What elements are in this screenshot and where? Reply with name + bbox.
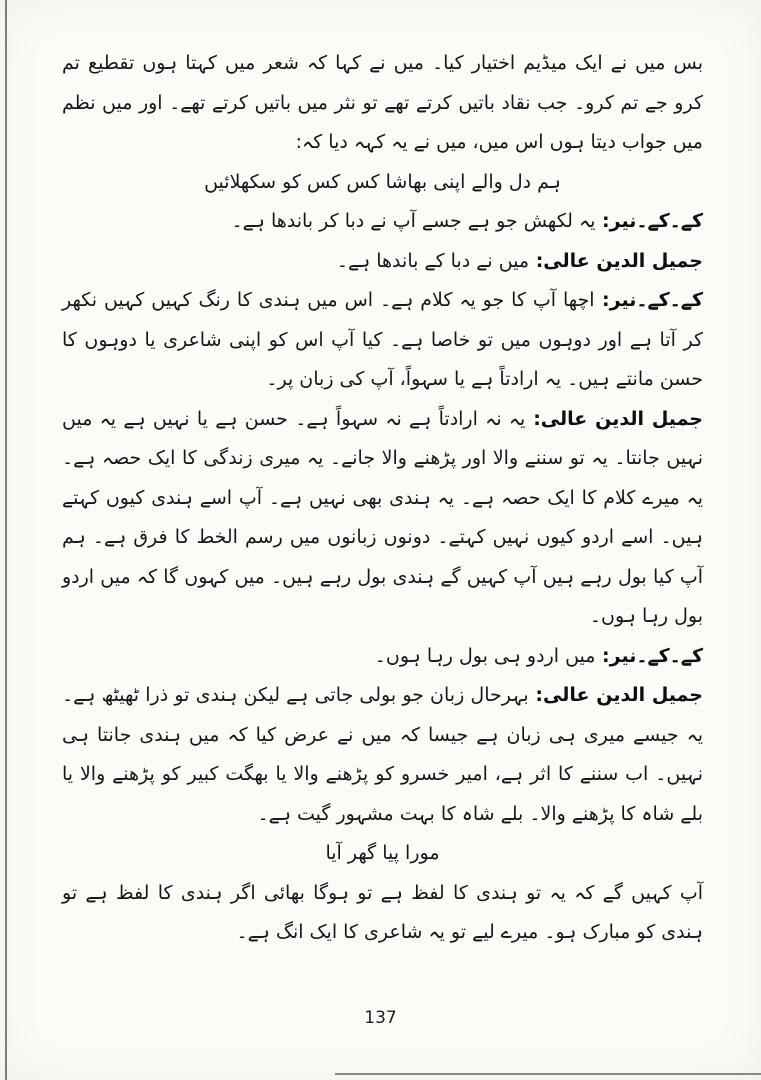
paragraph-text: میں اردو ہی بول رہا ہوں۔ [374,644,596,667]
speaker-name: کے۔کے۔نیر: [595,210,703,233]
paragraph-text: یہ نہ ارادتاً ہے نہ سہواً ہے۔ حسن ہے یا نہیں ہے یہ میں نہیں جانتا۔ یہ تو سننے والا اور پڑھنے والا جانے۔ یہ میری زندگی کا ایک حصہ ہے۔ یہ میرے کلام کا ایک حصہ ہے۔ یہ ہندی بھی نہیں ہے۔ آپ اسے ہندی کیوں کہتے ہیں۔ اسے اردو کیوں نہیں کہتے۔ دونوں زبانوں میں رسم الخط کا فرق ہے۔ ہم آپ کیا بول رہے ہیں آپ کہیں گے ہندی بول رہے ہیں۔ میں کہوں گا کہ میں اردو بول رہا ہوں۔ [62,407,703,628]
speaker-name: جمیل الدین عالی: [525,407,703,430]
paragraph-text: یہ لکھش جو ہے جسے آپ نے دبا کر باندھا ہے۔ [231,210,596,233]
paragraph-text: بس میں نے ایک میڈیم اختیار کیا۔ میں نے کہا کہ شعر میں کہتا ہوں تقطیع تم کرو جے تم کرو۔ جب نقاد باتیں کرتے تھے تو نثر میں باتیں کرتے تھے۔ اور میں نظم میں جواب دیتا ہوں اس میں، میں نے یہ کہہ دیا کہ: [62,52,703,154]
dialog-paragraph [62,400,703,637]
paragraph-text: اچھا آپ کا جو یہ کلام ہے۔ اس میں ہندی کا رنگ کہیں کہیں نکھر کر آتا ہے اور دوہوں میں تو خاصا ہے۔ کیا آپ اس کو اپنی شاعری یا دوہوں کا حسن مانتے ہیں۔ یہ ارادتاً ہے یا سہواً، آپ کی زبان پر۔ [62,289,703,391]
body-paragraph [62,44,703,163]
speaker-name: جمیل الدین عالی: [528,684,703,707]
dialog-paragraph [62,242,703,282]
page-number: 137 [364,1008,397,1028]
scan-edge-bottom [335,1073,761,1075]
verse-line [62,834,703,874]
paragraph-text: بہرحال زبان جو بولی جاتی ہے لیکن ہندی تو ذرا ٹھیٹھ ہے۔ یہ جیسے میری ہی زبان ہے جیسا کہ میں نے عرض کیا کہ میں ہندی جانتا ہی نہیں۔ اب سننے کا اثر ہے، امیر خسرو کو پڑھنے والا یا بھگت کبیر کو پڑھنے والا یا بلے شاہ کا پڑھنے والا۔ بلے شاہ کا بہت مشہور گیت ہے۔ [62,684,703,825]
dialog-paragraph [62,676,703,834]
paragraph-text: میں نے دبا کے باندھا ہے۔ [336,249,530,272]
speaker-name: جمیل الدین عالی: [529,249,703,272]
paragraph-text: آپ کہیں گے کہ یہ تو ہندی کا لفظ ہے تو ہوگا بھائی اگر ہندی کا لفظ ہے تو ہندی کو مبارک ہو۔ میرے لیے تو یہ شاعری کا ایک انگ ہے۔ [62,881,703,944]
body-paragraph [62,874,703,953]
verse-line [62,163,703,203]
dialog-paragraph [62,202,703,242]
dialog-paragraph [62,637,703,677]
scan-edge-left [5,0,7,1080]
speaker-name: کے۔کے۔نیر: [595,644,703,667]
page-content [62,44,703,953]
paragraph-text: ہم دل والے اپنی بھاشا کس کس کو سکھلائیں [204,170,561,193]
speaker-name: کے۔کے۔نیر: [594,289,703,312]
dialog-paragraph [62,281,703,400]
paragraph-text: مورا پیا گھر آیا [325,842,440,865]
